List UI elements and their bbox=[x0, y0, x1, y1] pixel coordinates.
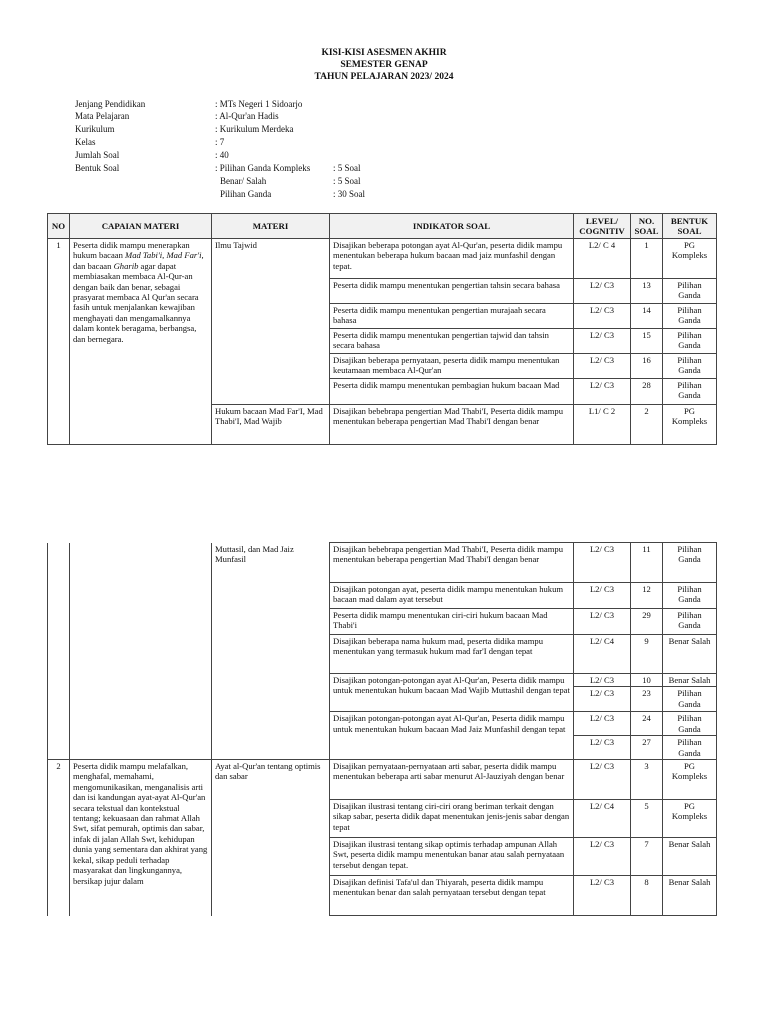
materi-cell: Ayat al-Qur'an tentang optimis dan sabar bbox=[212, 760, 330, 916]
col-header-level: LEVEL/ COGNITIV bbox=[574, 214, 631, 239]
indikator-cell: Disajikan beberapa pernyataan, peserta didik mampu menentukan keutamaan membaca Al-Qur'an bbox=[330, 354, 574, 379]
bentuk-cell: Pilihan Ganda bbox=[663, 304, 717, 329]
bentuk-cell: Pilihan Ganda bbox=[663, 279, 717, 304]
level-cell: L2/ C3 bbox=[574, 543, 631, 583]
capaian-text: agar dapat membiasakan membaca Al-Qur-an dengan baik dan benar, sebagai prasyarat membaca Al Qur'an secara fasih untuk menjalankan kewajiban menghayati dan mengamalkannya dalam kontek beragama, berbangsa, dan bernegara. bbox=[73, 260, 199, 344]
nosoal-cell: 24 bbox=[631, 712, 663, 736]
kisi-table-page2 bbox=[47, 542, 717, 916]
bentuk-name: Pilihan Ganda bbox=[220, 189, 272, 199]
bentuk-cell: PG Kompleks bbox=[663, 760, 717, 800]
nosoal-cell: 12 bbox=[631, 583, 663, 609]
indikator-cell: Disajikan beberapa potongan ayat Al-Qur'an, peserta didik mampu menentukan beberapa hukum bacaan mad jaiz munfashil dengan tepat. bbox=[330, 239, 574, 279]
capaian-term: Mad Tabi'i bbox=[125, 250, 163, 261]
bentuk-count: : 5 Soal bbox=[333, 163, 361, 173]
info-value: : Al-Qur'an Hadis bbox=[215, 111, 279, 121]
info-value: : Pilihan Ganda Kompleks bbox=[215, 163, 311, 173]
doc-title: KISI-KISI ASESMEN AKHIR bbox=[321, 48, 447, 58]
capaian-term: Mad Far'i bbox=[166, 250, 202, 261]
bentuk-cell: Benar Salah bbox=[663, 876, 717, 916]
info-value: : Kurikulum Merdeka bbox=[215, 124, 294, 134]
info-value: : MTs Negeri 1 Sidoarjo bbox=[215, 99, 303, 109]
table-row bbox=[48, 760, 717, 800]
level-cell: L2/ C3 bbox=[574, 304, 631, 329]
bentuk-cell: Benar Salah bbox=[663, 838, 717, 876]
indikator-cell: Disajikan ilustrasi tentang sikap optimis terhadap ampunan Allah Swt, peserta didik mampu menentukan banar atau salah pernyataan tersebut dengan tepat. bbox=[330, 838, 574, 876]
info-label: Kurikulum bbox=[75, 124, 115, 134]
col-header-nosoal: NO. SOAL bbox=[631, 214, 663, 239]
materi-cell: Muttasil, dan Mad Jaiz Munfasil bbox=[212, 543, 330, 760]
indikator-cell: Disajikan potongan ayat, peserta didik mampu menentukan hukum bacaan mad dalam ayat tersebut bbox=[330, 583, 574, 609]
level-cell: L2/ C3 bbox=[574, 583, 631, 609]
nosoal-cell: 29 bbox=[631, 609, 663, 635]
nosoal-cell: 5 bbox=[631, 800, 663, 838]
nosoal-cell: 9 bbox=[631, 635, 663, 674]
materi-cell: Hukum bacaan Mad Far'I, Mad Thabi'I, Mad Wajib bbox=[212, 405, 330, 445]
indikator-cell: Disajikan pernyataan-pernyataan arti sabar, peserta didik mampu menentukan beberapa arti sabar menurut Al-Jauziyah dengan benar bbox=[330, 760, 574, 800]
level-cell: L2/ C3 bbox=[574, 354, 631, 379]
bentuk-name: Benar/ Salah bbox=[220, 176, 267, 186]
indikator-cell: Disajikan definisi Tafa'ul dan Thiyarah, peserta didik mampu menentukan benar dan salah pernyataan tersebut dengan tepat bbox=[330, 876, 574, 916]
info-label: Jenjang Pendidikan bbox=[75, 99, 146, 109]
indikator-cell: Peserta didik mampu menentukan ciri-ciri hukum bacaan Mad Thabi'i bbox=[330, 609, 574, 635]
indikator-cell: Disajikan potongan-potongan ayat Al-Qur'an, Peserta didik mampu untuk menentukan hukum bacaan Mad Jaiz Munfashil dengan tepat bbox=[330, 712, 574, 760]
bentuk-cell: Pilihan Ganda bbox=[663, 354, 717, 379]
indikator-cell: Peserta didik mampu menentukan pengertian murajaah secara bahasa bbox=[330, 304, 574, 329]
indikator-cell: Peserta didik mampu menentukan pengertian tajwid dan tahsin secara bahasa bbox=[330, 329, 574, 354]
doc-semester: SEMESTER GENAP bbox=[340, 60, 428, 70]
nosoal-cell: 27 bbox=[631, 736, 663, 760]
info-label: Mata Pelajaran bbox=[75, 111, 130, 121]
indikator-cell: Disajikan bebebrapa pengertian Mad Thabi'I, Peserta didik mampu menentukan beberapa pengertian Mad Thabi'I dengan benar bbox=[330, 405, 574, 445]
col-header-no: NO bbox=[48, 214, 70, 239]
level-cell: L2/ C3 bbox=[574, 379, 631, 405]
level-cell: L2/ C4 bbox=[574, 635, 631, 674]
bentuk-cell: Pilihan Ganda bbox=[663, 583, 717, 609]
level-cell: L2/ C3 bbox=[574, 279, 631, 304]
indikator-cell: Disajikan potongan-potongan ayat Al-Qur'an, Peserta didik mampu untuk menentukan hukum bacaan Mad Wajib Muttashil dengan tepat bbox=[330, 674, 574, 712]
info-label: Jumlah Soal bbox=[75, 150, 120, 160]
nosoal-cell: 2 bbox=[631, 405, 663, 445]
level-cell: L2/ C3 bbox=[574, 876, 631, 916]
nosoal-cell: 10 bbox=[631, 674, 663, 687]
level-cell: L2/ C3 bbox=[574, 674, 631, 687]
bentuk-cell: Pilihan Ganda bbox=[663, 736, 717, 760]
table-row bbox=[48, 239, 717, 279]
capaian-cell: Peserta didik mampu melafalkan, menghafal, memahami, mengomunikasikan, menganalisis arti dan isi kandungan ayat-ayat Al-Qur'an secara tekstual dan kontekstual tentang; kekuasaan dan rahmat Allah Swt, sifat pemurah, optimis dan sabar, infak di jalan Allah Swt, kehidupan dunia yang sementara dan akhirat yang kekal, sikap peduli terhadap masyarakat dan lingkungannya, bersikap jujur dalam bbox=[70, 760, 212, 916]
indikator-cell: Disajikan beberapa nama hukum mad, peserta didika mampu menentukan yang termasuk hukum mad far'I dengan tepat bbox=[330, 635, 574, 674]
doc-year: TAHUN PELAJARAN 2023/ 2024 bbox=[314, 72, 454, 82]
row-number-empty bbox=[48, 543, 70, 760]
nosoal-cell: 15 bbox=[631, 329, 663, 354]
capaian-text: , bbox=[162, 250, 167, 261]
bentuk-cell: Benar Salah bbox=[663, 635, 717, 674]
level-cell: L2/ C3 bbox=[574, 687, 631, 712]
nosoal-cell: 13 bbox=[631, 279, 663, 304]
nosoal-cell: 23 bbox=[631, 687, 663, 712]
col-header-bentuk: BENTUK SOAL bbox=[663, 214, 717, 239]
level-cell: L2/ C3 bbox=[574, 736, 631, 760]
kisi-table-page1 bbox=[47, 213, 717, 445]
capaian-cell bbox=[70, 239, 212, 445]
materi-cell: Ilmu Tajwid bbox=[212, 239, 330, 405]
level-cell: L2/ C3 bbox=[574, 329, 631, 354]
col-header-materi: MATERI bbox=[212, 214, 330, 239]
bentuk-count: : 30 Soal bbox=[333, 189, 366, 199]
nosoal-cell: 7 bbox=[631, 838, 663, 876]
bentuk-cell: Pilihan Ganda bbox=[663, 609, 717, 635]
info-value: : 40 bbox=[215, 150, 229, 160]
bentuk-cell: Pilihan Ganda bbox=[663, 687, 717, 712]
level-cell: L2/ C4 bbox=[574, 800, 631, 838]
capaian-term: Gharib bbox=[113, 260, 139, 271]
table-header-row bbox=[48, 214, 717, 239]
indikator-cell: Disajikan ilustrasi tentang ciri-ciri orang beriman terkait dengan sikap sabar, peserta didik dapat menentukan jenis-jenis sabar dengan tepat bbox=[330, 800, 574, 838]
indikator-cell: Peserta didik mampu menentukan pembagian hukum bacaan Mad bbox=[330, 379, 574, 405]
nosoal-cell: 16 bbox=[631, 354, 663, 379]
nosoal-cell: 3 bbox=[631, 760, 663, 800]
table-row bbox=[48, 543, 717, 583]
level-cell: L2/ C 4 bbox=[574, 239, 631, 279]
level-cell: L2/ C3 bbox=[574, 760, 631, 800]
bentuk-cell: Pilihan Ganda bbox=[663, 543, 717, 583]
bentuk-cell: PG Kompleks bbox=[663, 800, 717, 838]
level-cell: L2/ C3 bbox=[574, 838, 631, 876]
bentuk-cell: PG Kompleks bbox=[663, 405, 717, 445]
indikator-cell: Disajikan bebebrapa pengertian Mad Thabi'I, Peserta didik mampu menentukan beberapa pengertian Mad Thabi'I dengan benar bbox=[330, 543, 574, 583]
capaian-text: , dan bacaan bbox=[73, 250, 204, 271]
capaian-text: Peserta didik mampu menerapkan hukum bacaan bbox=[73, 240, 190, 261]
bentuk-cell: Pilihan Ganda bbox=[663, 379, 717, 405]
info-label: Kelas bbox=[75, 137, 96, 147]
col-header-indikator: INDIKATOR SOAL bbox=[330, 214, 574, 239]
bentuk-cell: Benar Salah bbox=[663, 674, 717, 687]
info-label: Bentuk Soal bbox=[75, 163, 120, 173]
bentuk-cell: PG Kompleks bbox=[663, 239, 717, 279]
level-cell: L2/ C3 bbox=[574, 712, 631, 736]
level-cell: L2/ C3 bbox=[574, 609, 631, 635]
row-number: 2 bbox=[48, 760, 70, 916]
nosoal-cell: 8 bbox=[631, 876, 663, 916]
info-value: : 7 bbox=[215, 137, 225, 147]
col-header-capaian: CAPAIAN MATERI bbox=[70, 214, 212, 239]
level-cell: L1/ C 2 bbox=[574, 405, 631, 445]
nosoal-cell: 11 bbox=[631, 543, 663, 583]
bentuk-count: : 5 Soal bbox=[333, 176, 361, 186]
nosoal-cell: 28 bbox=[631, 379, 663, 405]
indikator-cell: Peserta didik mampu menentukan pengertian tahsin secara bahasa bbox=[330, 279, 574, 304]
bentuk-cell: Pilihan Ganda bbox=[663, 712, 717, 736]
nosoal-cell: 14 bbox=[631, 304, 663, 329]
capaian-cell-cont bbox=[70, 543, 212, 760]
row-number: 1 bbox=[48, 239, 70, 445]
bentuk-cell: Pilihan Ganda bbox=[663, 329, 717, 354]
nosoal-cell: 1 bbox=[631, 239, 663, 279]
